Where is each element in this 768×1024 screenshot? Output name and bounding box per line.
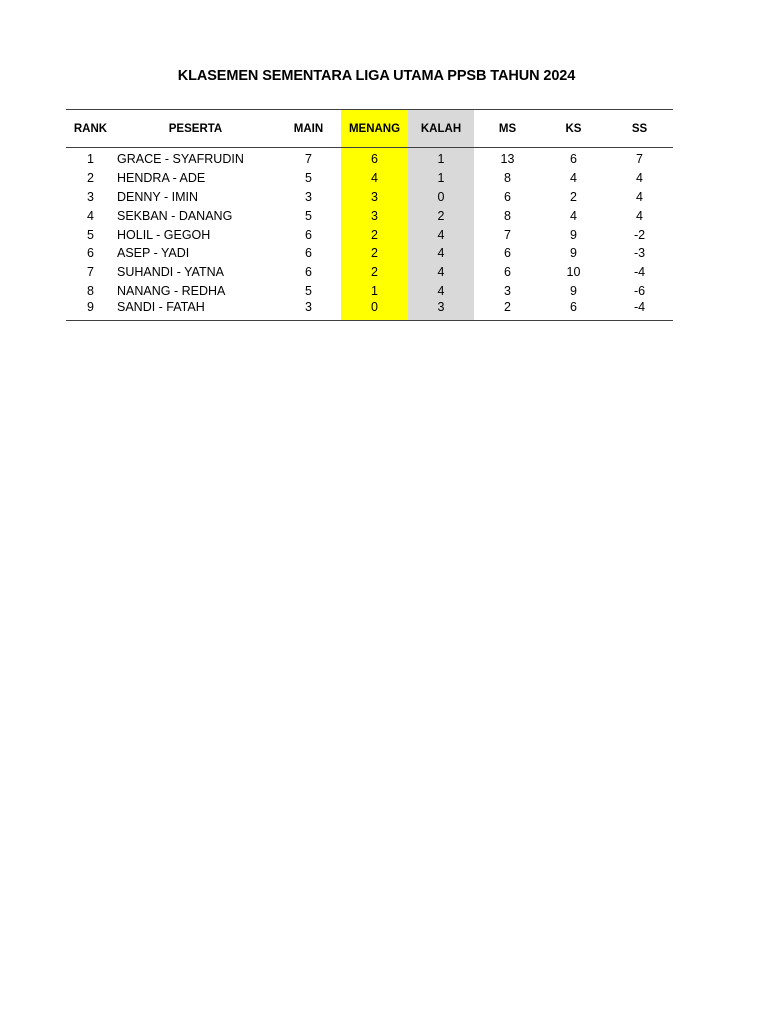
cell-menang: 4	[341, 169, 408, 188]
table-row	[66, 263, 673, 282]
cell-peserta: NANANG - REDHA	[117, 283, 226, 298]
cell-ms: 6	[504, 246, 511, 261]
header-kalah: KALAH	[408, 110, 474, 148]
cell-rank: 8	[87, 283, 94, 298]
cell-ss: 4	[636, 208, 643, 223]
cell-ss: -3	[633, 246, 646, 261]
cell-main: 6	[305, 265, 312, 280]
cell-menang: 6	[341, 148, 408, 169]
cell-peserta: HENDRA - ADE	[117, 171, 206, 186]
cell-kalah: 4	[408, 282, 474, 301]
cell-ks: 10	[566, 265, 581, 280]
cell-rank: 5	[87, 227, 94, 242]
cell-main: 5	[305, 283, 312, 298]
cell-ms: 7	[504, 227, 511, 242]
table-row	[66, 225, 673, 244]
cell-peserta: SANDI - FATAH	[115, 300, 276, 321]
header-peserta: PESERTA	[115, 110, 276, 148]
cell-kalah: 4	[408, 263, 474, 282]
header-menang: MENANG	[341, 110, 408, 148]
cell-ks: 4	[570, 208, 577, 223]
table-row	[66, 188, 673, 207]
cell-ks: 4	[570, 171, 577, 186]
cell-kalah: 0	[408, 188, 474, 207]
cell-ss: 4	[636, 189, 643, 204]
standings-table	[66, 109, 673, 321]
cell-ms: 3	[504, 283, 511, 298]
cell-rank: 3	[87, 189, 94, 204]
cell-kalah: 1	[408, 148, 474, 169]
cell-rank: 9	[66, 300, 115, 321]
cell-ks: 9	[570, 283, 577, 298]
cell-rank: 4	[87, 208, 94, 223]
cell-main: 6	[305, 227, 312, 242]
cell-main: 3	[276, 300, 341, 321]
cell-menang: 2	[341, 225, 408, 244]
cell-ks: 9	[570, 246, 577, 261]
header-ss: SS	[606, 110, 673, 148]
header-ks: KS	[541, 110, 606, 148]
cell-ms: 8	[504, 208, 511, 223]
header-ms: MS	[474, 110, 541, 148]
cell-rank: 1	[87, 152, 94, 167]
cell-ss: -4	[606, 300, 673, 321]
cell-ms: 8	[504, 171, 511, 186]
cell-main: 5	[305, 208, 312, 223]
table-row	[66, 148, 673, 169]
cell-menang: 1	[341, 282, 408, 301]
cell-ks: 2	[570, 189, 577, 204]
cell-peserta: DENNY - IMIN	[117, 189, 199, 204]
cell-ks: 9	[570, 227, 577, 242]
table-row	[66, 282, 673, 301]
cell-menang: 2	[341, 244, 408, 263]
cell-ks: 6	[570, 152, 577, 167]
header-main: MAIN	[276, 110, 341, 148]
cell-main: 3	[305, 189, 312, 204]
cell-menang: 3	[341, 206, 408, 225]
header-rank: RANK	[66, 110, 115, 148]
cell-kalah: 4	[408, 244, 474, 263]
cell-ms: 13	[500, 152, 515, 167]
cell-ss: -6	[633, 283, 646, 298]
cell-ss: 4	[636, 171, 643, 186]
cell-peserta: SUHANDI - YATNA	[117, 265, 224, 280]
table-row	[66, 300, 673, 321]
cell-ss: -2	[633, 227, 646, 242]
cell-kalah: 2	[408, 206, 474, 225]
cell-ms: 6	[504, 189, 511, 204]
cell-main: 7	[305, 152, 312, 167]
header-row	[66, 110, 673, 148]
table-row	[66, 169, 673, 188]
cell-peserta: HOLIL - GEGOH	[117, 227, 211, 242]
cell-kalah: 3	[408, 300, 474, 321]
cell-main: 5	[305, 171, 312, 186]
cell-kalah: 4	[408, 225, 474, 244]
cell-kalah: 1	[408, 169, 474, 188]
cell-menang: 3	[341, 188, 408, 207]
cell-rank: 2	[87, 171, 94, 186]
table-row	[66, 244, 673, 263]
cell-menang: 2	[341, 263, 408, 282]
cell-peserta: GRACE - SYAFRUDIN	[117, 152, 244, 167]
table-row	[66, 206, 673, 225]
cell-menang: 0	[341, 300, 408, 321]
cell-ss: 7	[636, 152, 643, 167]
cell-peserta: SEKBAN - DANANG	[117, 208, 233, 223]
cell-ms: 2	[474, 300, 541, 321]
cell-peserta: ASEP - YADI	[117, 246, 190, 261]
cell-rank: 6	[87, 246, 94, 261]
page-title: KLASEMEN SEMENTARA LIGA UTAMA PPSB TAHUN 2024	[177, 68, 576, 84]
cell-ks: 6	[541, 300, 606, 321]
cell-main: 6	[305, 246, 312, 261]
cell-ms: 6	[504, 265, 511, 280]
cell-rank: 7	[87, 265, 94, 280]
cell-ss: -4	[633, 265, 646, 280]
